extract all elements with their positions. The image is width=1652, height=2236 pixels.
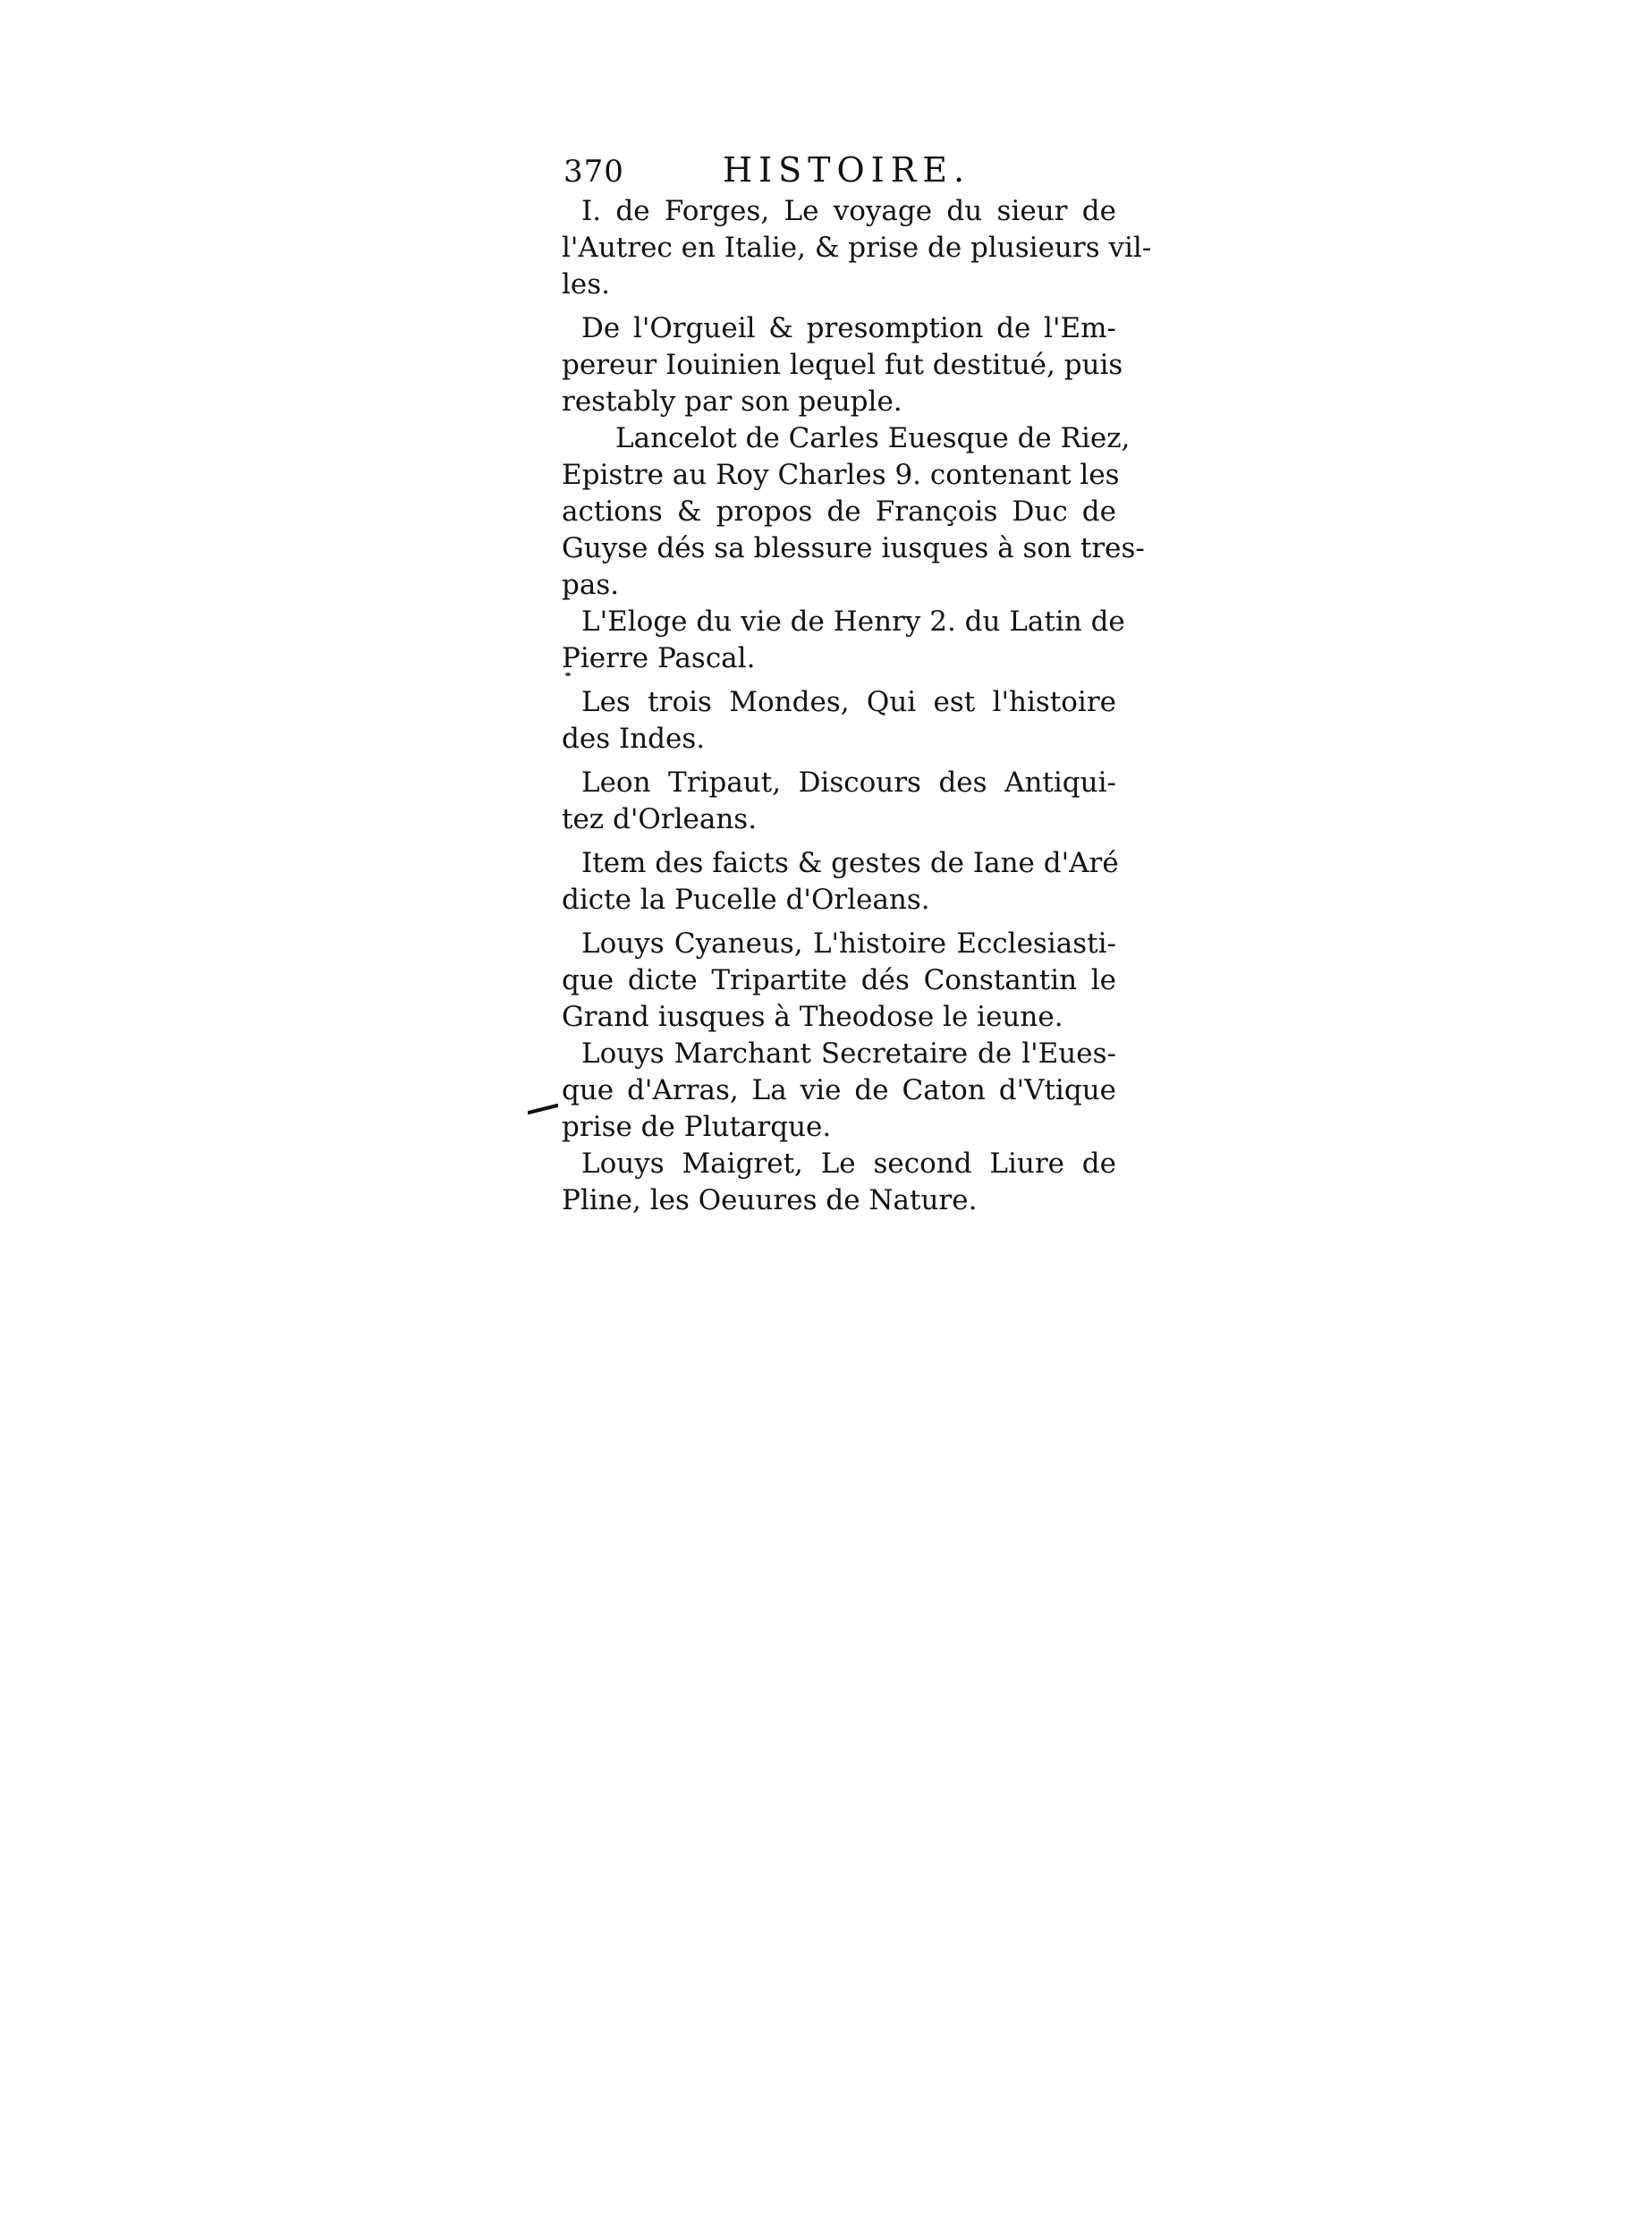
entry-line: restably par son peuple. xyxy=(562,385,902,418)
entry-line: Guyse dés sa blessure iusques à son tres- xyxy=(562,532,1145,564)
entry-line: des Indes. xyxy=(562,723,706,755)
catalog-entry xyxy=(562,604,1125,677)
entry-line: De l'Orgueil & presomption de l'Em- xyxy=(581,312,1116,344)
entry-line: L'Eloge du vie de Henry 2. du Latin de xyxy=(581,606,1125,638)
entry-line: les. xyxy=(562,268,611,301)
entry-line: Louys Cyaneus, L'histoire Ecclesiasti- xyxy=(581,927,1116,960)
entry-line: prise de Plutarque. xyxy=(562,1111,832,1143)
entry-line: que d'Arras, La vie de Caton d'Vtique xyxy=(562,1074,1116,1106)
margin-dash-mark xyxy=(528,1104,558,1114)
entry-line: tez d'Orleans. xyxy=(562,803,758,835)
text-column xyxy=(562,150,1152,1219)
entry-line: Lancelot de Carles Euesque de Riez, xyxy=(615,422,1131,454)
catalog-entry xyxy=(562,420,1145,604)
entry-line: Grand iusques à Theodose le ieune. xyxy=(562,1001,1063,1033)
catalog-entry xyxy=(562,1036,1116,1146)
entry-line: l'Autrec en Italie, & prise de plusieurs vil- xyxy=(562,232,1152,264)
entry-line: actions & propos de François Duc de xyxy=(562,495,1116,528)
entry-line: I. de Forges, Le voyage du sieur de xyxy=(581,195,1116,227)
entry-line: Pierre Pascal. xyxy=(562,642,756,674)
entry-line: Item des faicts & gestes de Iane d'Aré xyxy=(581,847,1119,879)
catalog-entry xyxy=(562,684,1116,758)
entry-line: pas. xyxy=(562,569,620,601)
catalog-entry xyxy=(562,1146,1116,1219)
running-head xyxy=(562,150,1116,193)
page-number: 370 xyxy=(563,154,624,190)
running-title: HISTOIRE. xyxy=(723,150,971,190)
entry-line: Epistre au Roy Charles 9. contenant les xyxy=(562,459,1120,491)
catalog-entry xyxy=(562,193,1152,303)
entry-line: Pline, les Oeuures de Nature. xyxy=(562,1184,978,1216)
entry-line: dicte la Pucelle d'Orleans. xyxy=(562,884,930,916)
entry-line: que dicte Tripartite dés Constantin le xyxy=(562,964,1116,996)
catalog-entry xyxy=(562,845,1119,919)
entry-line: Louys Maigret, Le second Liure de xyxy=(581,1148,1116,1180)
catalog-entry xyxy=(562,926,1116,1036)
entry-line: Louys Marchant Secretaire de l'Eues- xyxy=(581,1038,1116,1070)
catalog-entry xyxy=(562,765,1116,838)
entry-line: Leon Tripaut, Discours des Antiqui- xyxy=(581,767,1116,799)
entry-line: pereur Iouinien lequel fut destitué, puis xyxy=(562,349,1123,381)
entry-line: Les trois Mondes, Qui est l'histoire xyxy=(581,686,1116,718)
catalog-entry xyxy=(562,310,1123,420)
